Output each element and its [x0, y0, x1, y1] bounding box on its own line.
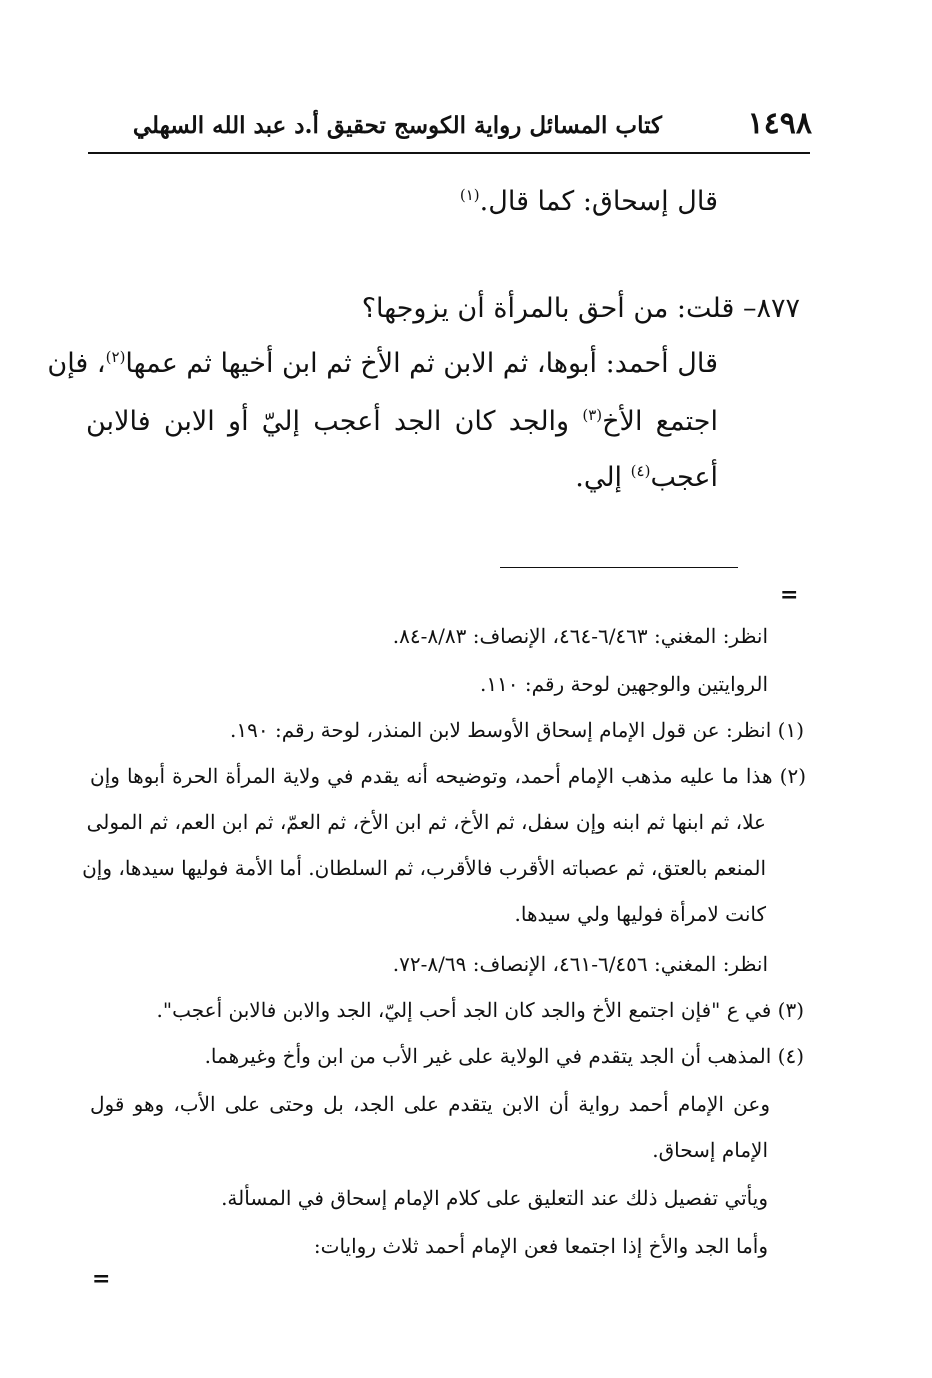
footnote-4-line-1: (٤) المذهب أن الجد يتقدم في الولاية على غير الأب من ابن وأخ وغيرهما.	[204, 1044, 804, 1068]
body-line-ishaq	[460, 188, 718, 215]
answer-line-2	[86, 408, 718, 435]
footnote-2-line-3: المنعم بالعتق، ثم عصباته الأقرب فالأقرب، ثم السلطان. أما الأمة فوليها سيدها، وإن	[82, 856, 766, 880]
answer-line-3	[575, 464, 718, 491]
footnote-continued-line-1: انظر: المغني: ٦/٤٦٣-٤٦٤، الإنصاف: ٨/٨٣-٨٤.	[392, 624, 768, 648]
continuation-mark-top: =	[780, 582, 799, 608]
running-title: كتاب المسائل رواية الكوسج تحقيق أ.د عبد الله السهلي	[132, 112, 662, 139]
footnote-3: (٣) في ع "فإن اجتمع الأخ والجد كان الجد أحب إليّ، الجد والابن فالابن أعجب".	[156, 998, 804, 1022]
answer-text: والجد كان الجد أعجب إليّ أو الابن فالابن	[86, 406, 570, 437]
footnote-ref-4: (٤)	[630, 462, 651, 480]
question-text: قلت: من أحق بالمرأة أن يزوجها؟	[361, 293, 735, 324]
footnote-4-line-4: ويأتي تفصيل ذلك عند التعليق على كلام الإمام إسحاق في المسألة.	[221, 1186, 768, 1210]
answer-text: اجتمع الأخ	[602, 406, 719, 437]
footnote-separator	[500, 567, 738, 568]
footnote-1: (١) انظر: عن قول الإمام إسحاق الأوسط لابن المنذر، لوحة رقم: ١٩٠.	[230, 718, 804, 742]
body-text: قال إسحاق: كما قال.	[479, 186, 718, 217]
continuation-mark-bottom: =	[92, 1266, 111, 1292]
question-number: ٨٧٧–	[742, 293, 800, 324]
footnote-4-line-3: الإمام إسحاق.	[652, 1138, 768, 1162]
question-877	[362, 295, 800, 322]
footnote-2-line-2: علا، ثم ابنها ثم ابنه وإن سفل، ثم الأخ، ثم ابن الأخ، ثم العمّ، ثم ابن العم، ثم المولى	[86, 810, 766, 834]
page-number: ١٤٩٨	[747, 106, 812, 141]
footnote-2-line-1: (٢) هذا ما عليه مذهب الإمام أحمد، وتوضيحه أنه يقدم في ولاية المرأة الحرة أبوها وإن	[90, 764, 806, 788]
answer-text: ، فإن	[47, 348, 106, 379]
footnote-2-line-5: انظر: المغني: ٦/٤٥٦-٤٦١، الإنصاف: ٨/٦٩-٧٢.	[392, 952, 768, 976]
header-rule	[88, 152, 810, 154]
footnote-2-line-4: كانت لامرأة فوليها ولي سيدها.	[514, 902, 766, 926]
answer-text: قال أحمد: أبوها، ثم الابن ثم الأخ ثم ابن أخيها ثم عمها	[125, 348, 718, 379]
answer-text: إلي.	[575, 462, 623, 493]
answer-text: أعجب	[650, 462, 718, 493]
footnote-4-line-5: وأما الجد والأخ إذا اجتمعا فعن الإمام أحمد ثلاث روايات:	[313, 1234, 768, 1258]
footnote-ref-2: (٢)	[105, 348, 126, 366]
footnote-continued-line-2: الروايتين والوجهين لوحة رقم: ١١٠.	[479, 672, 768, 696]
footnote-4-line-2: وعن الإمام أحمد رواية أن الابن يتقدم على الجد، بل وحتى على الأب، وهو قول	[90, 1092, 770, 1116]
footnote-ref-3: (٣)	[582, 406, 603, 424]
answer-line-1	[47, 348, 718, 379]
page-header	[88, 106, 812, 150]
footnote-ref-1: (١)	[459, 186, 480, 204]
